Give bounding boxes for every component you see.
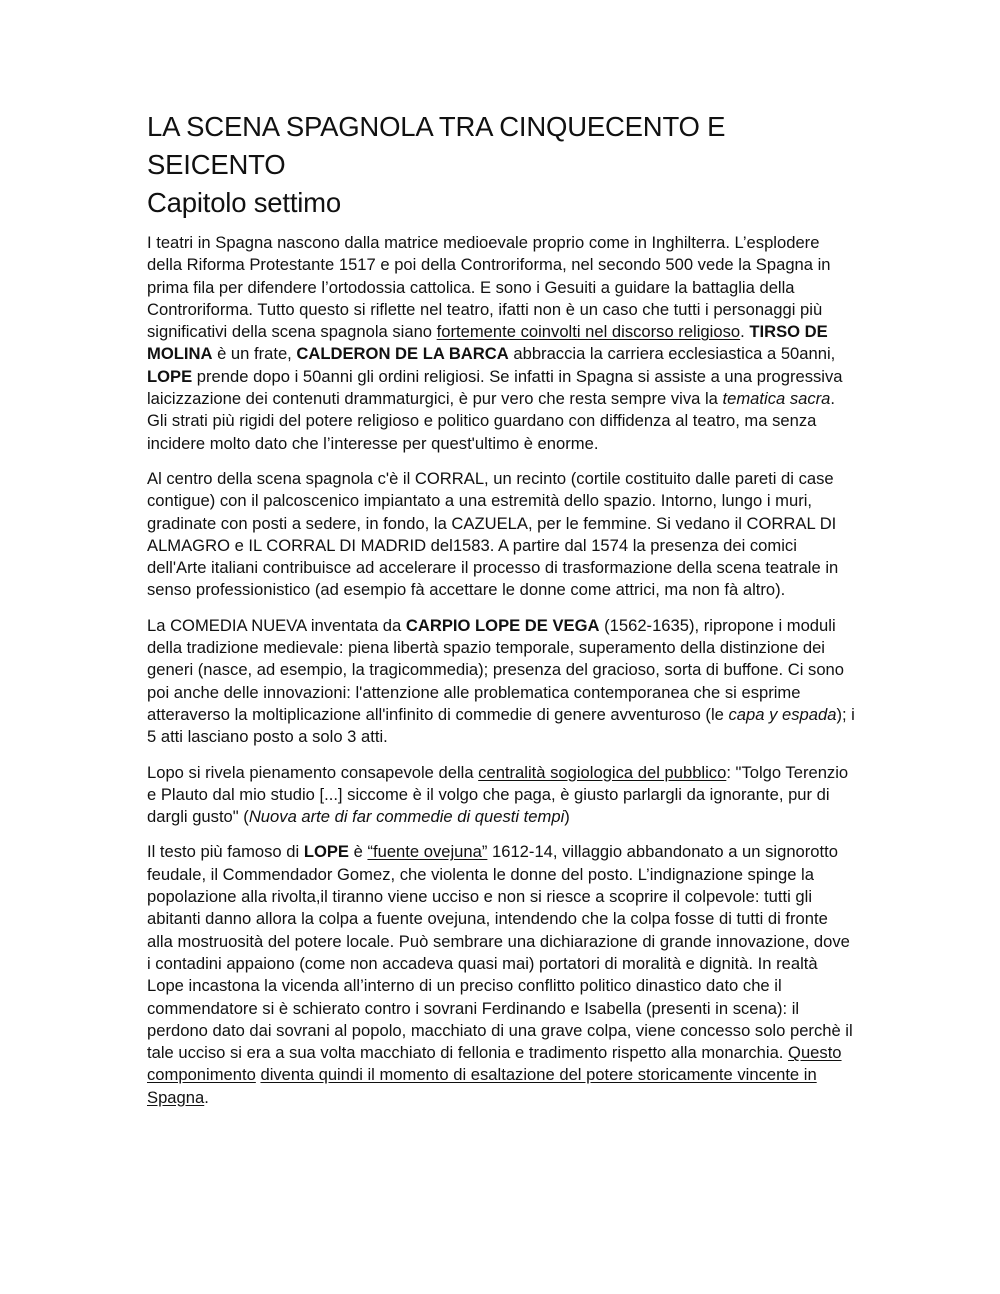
text-span: (1562-1635), ripropone i moduli della tradizione medievale: piena libertà spazio temporale, superamento della distinzione dei generi (nasce, ad esempio, la tragicommedia); presenza del gracioso, sorta di buffone. Ci sono poi anche delle innovazioni: l'attenzione alle problematica contemporanea che si esprime atteraverso la moltiplicazione all'infinito di commedie di genere avventuroso (le	[147, 615, 845, 724]
text-span: .	[740, 322, 750, 342]
bold-name-lope: LOPE	[303, 842, 349, 862]
text-span: )	[564, 807, 570, 827]
bold-name-calderon: CALDERON DE LA BARCA	[296, 344, 509, 364]
paragraph-comedia-nueva	[147, 615, 857, 749]
underlined-text: Questo componimento	[147, 1043, 842, 1085]
text-span: I teatri in Spagna nascono dalla matrice medioevale proprio come in Inghilterra. L’esplodere della Riforma Protestante 1517 e poi della Controriforma, nel secondo 500 vede la Spagna in prima fila per difendere l’ortodossia cattolica. E sono i Gesuiti a guidare la battaglia della Controriforma. Tutto questo si riflette nel teatro, ifatti non è un caso che tutti i personaggi più significativi della scena spagnola siano	[147, 233, 831, 342]
text-span: Il testo più famoso di	[147, 842, 304, 862]
paragraph-pubblico	[147, 762, 857, 829]
text-span: ); i 5 atti lasciano posto a solo 3 atti.	[147, 704, 855, 747]
document-title: LA SCENA SPAGNOLA TRA CINQUECENTO E SEICENTO	[147, 111, 726, 180]
document-subtitle: Capitolo settimo	[147, 187, 341, 218]
text-span: abbraccia la carriera ecclesiastica a 50anni,	[508, 344, 836, 364]
text-span: è	[349, 842, 368, 862]
text-span: . Gli strati più rigidi del potere religioso e politico guardano con diffidenza al teatro, ma senza incidere molto dato che l’interesse per quest'ultimo è enorme.	[147, 389, 836, 453]
paragraph-fuente-ovejuna	[147, 841, 857, 1109]
italic-title: Nuova arte di far commedie di questi tempi	[248, 807, 565, 827]
italic-text: tematica sacra	[722, 389, 831, 409]
paragraph-corral	[147, 468, 857, 602]
underlined-title: “fuente ovejuna”	[367, 842, 488, 862]
text-span: Al centro della scena spagnola c'è il CORRAL, un recinto (cortile costituito dalle pareti di case contigue) con il palcoscenico impiantato a una estremità dello spazio. Intorno, lungo i muri, gradinate con posti a sedere, in fondo, la CAZUELA, per le femmine. Si vedano il CORRAL DI ALMAGRO e IL CORRAL DI MADRID del1583. A partire dal 1574 la presenza dei comici dell'Arte italiani contribuisce ad accelerare il processo di trasformazione della scena teatrale in senso professionistico (ad esempio fà accettare le donne come attrici, ma non fà altro).	[147, 468, 839, 600]
document-page	[147, 108, 857, 1122]
underlined-text: fortemente coinvolti nel discorso religioso	[436, 322, 741, 342]
text-span: : "Tolgo Terenzio e Plauto dal mio studio [...] siccome è il volgo che paga, è giusto parlargli da ignorante, pur di dargli gusto" (	[147, 762, 849, 827]
text-span: prende dopo i 50anni gli ordini religiosi. Se infatti in Spagna si assiste a una progressiva laicizzazione dei contenuti drammaturgici, è pur vero che resta sempre viva la	[147, 366, 843, 409]
text-span: .	[204, 1087, 209, 1107]
underlined-text: centralità sogiologica del pubblico	[478, 762, 727, 782]
text-span: è un frate,	[212, 344, 297, 364]
text-span: Lopo si rivela pienamento consapevole della	[147, 762, 479, 782]
bold-name-tirso: TIRSO DE MOLINA	[147, 322, 828, 364]
italic-text: capa y espada	[728, 704, 837, 724]
text-span: 1612-14, villaggio abbandonato a un signorotto feudale, il Commendador Gomez, che violenta le donne del posto. L’indignazione spinge la popolazione alla rivolta,il tiranno viene ucciso e non si riesce a scoprire il colpevole: tutti gli abitanti danno allora la colpa a fuente ovejuna, intendendo che la colpa fosse di tutti di fronte alla mostruosità del potere locale. Può sembrare una dichiarazione di grande innovazione, dove i contadini appaiono (come non accadeva quasi mai) portatori di moralità e dignità. In realtà Lope incastona la vicenda all’interno di un preciso conflitto politico dinastico dato che il commendatore si è schierato contro i sovrani Ferdinando e Isabella (presenti in scena): il perdono dato dai sovrani al popolo, macchiato di una grave colpa, viene concesso solo perchè il tale ucciso si era a sua volta macchiato di fellonia e tradimento rispetto alla monarchia.	[147, 842, 853, 1063]
bold-name-lope: LOPE	[147, 366, 193, 386]
paragraph-religion	[147, 232, 857, 455]
text-span: La COMEDIA NUEVA inventata da	[147, 615, 406, 635]
bold-name-lope-de-vega: CARPIO LOPE DE VEGA	[405, 615, 600, 635]
underlined-text: diventa quindi il momento di esaltazione del potere storicamente vincente in Spagna	[147, 1065, 817, 1107]
